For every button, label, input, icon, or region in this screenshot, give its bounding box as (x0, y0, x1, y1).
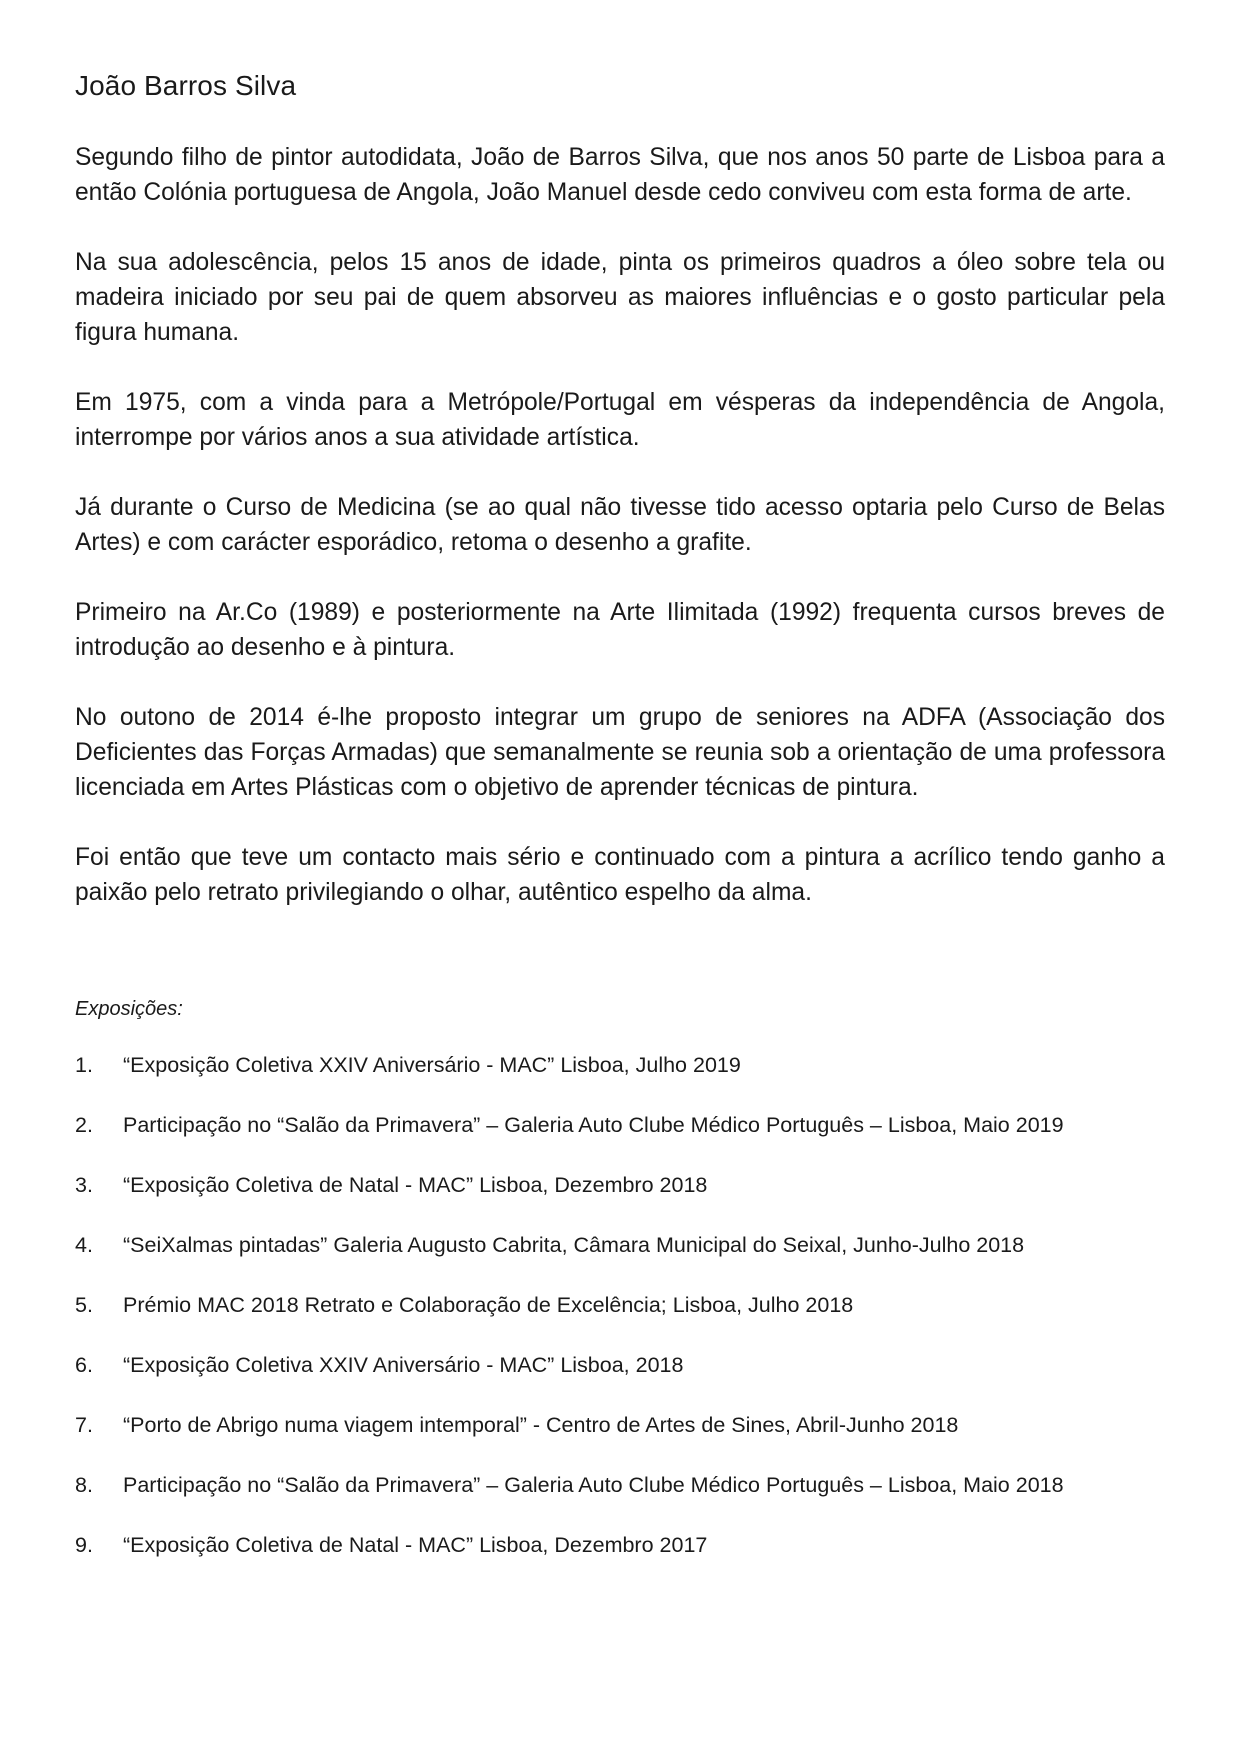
exhibition-text: “Exposição Coletiva de Natal - MAC” Lisboa, Dezembro 2018 (123, 1173, 708, 1197)
exhibition-text: “SeiXalmas pintadas” Galeria Augusto Cabrita, Câmara Municipal do Seixal, Junho-Julho 2018 (123, 1233, 1025, 1257)
exhibition-text: Participação no “Salão da Primavera” – Galeria Auto Clube Médico Português – Lisboa, Maio 2019 (123, 1113, 1064, 1137)
exhibition-number: 5. (75, 1293, 93, 1317)
bio-paragraph: Já durante o Curso de Medicina (se ao qual não tivesse tido acesso optaria pelo Curso de Belas Artes) e com carácter esporádico, retoma o desenho a grafite. (75, 494, 1165, 556)
biography (75, 140, 1165, 910)
document-page (75, 68, 1165, 1590)
exhibitions-list (75, 1050, 1165, 1560)
exhibition-text: “Porto de Abrigo numa viagem intemporal” - Centro de Artes de Sines, Abril-Junho 2018 (123, 1413, 959, 1437)
exhibition-item (75, 1410, 1165, 1440)
bio-paragraph: No outono de 2014 é-lhe proposto integrar um grupo de seniores na ADFA (Associação dos Deficientes das Forças Armadas) que semanalmente se reunia sob a orientação de uma professora licenciada em Artes Plásticas com o objetivo de aprender técnicas de pintura. (75, 704, 1165, 801)
exhibitions-heading: Exposições: (75, 998, 183, 1020)
exhibition-number: 4. (75, 1233, 93, 1257)
exhibition-item (75, 1350, 1165, 1380)
exhibition-text: Participação no “Salão da Primavera” – Galeria Auto Clube Médico Português – Lisboa, Maio 2018 (123, 1473, 1064, 1497)
exhibition-text: “Exposição Coletiva de Natal - MAC” Lisboa, Dezembro 2017 (123, 1533, 708, 1557)
exhibition-number: 7. (75, 1413, 93, 1437)
exhibition-number: 9. (75, 1533, 93, 1557)
exhibition-number: 6. (75, 1353, 93, 1377)
exhibition-item (75, 1530, 1165, 1560)
document-title: João Barros Silva (75, 70, 297, 101)
exhibition-item (75, 1290, 1165, 1320)
bio-paragraph: Segundo filho de pintor autodidata, João de Barros Silva, que nos anos 50 parte de Lisboa para a então Colónia portuguesa de Angola, João Manuel desde cedo conviveu com esta forma de arte. (75, 144, 1165, 206)
exhibition-number: 1. (75, 1053, 93, 1077)
exhibition-text: “Exposição Coletiva XXIV Aniversário - MAC” Lisboa, Julho 2019 (123, 1053, 741, 1077)
exhibition-item (75, 1050, 1165, 1080)
exhibitions-section (75, 995, 1165, 1560)
exhibition-item (75, 1470, 1165, 1500)
exhibition-number: 2. (75, 1113, 93, 1137)
bio-paragraph: Foi então que teve um contacto mais sério e continuado com a pintura a acrílico tendo ganho a paixão pelo retrato privilegiando o olhar, autêntico espelho da alma. (75, 844, 1165, 906)
exhibition-number: 8. (75, 1473, 93, 1497)
exhibition-text: “Exposição Coletiva XXIV Aniversário - MAC” Lisboa, 2018 (123, 1353, 684, 1377)
bio-paragraph: Na sua adolescência, pelos 15 anos de idade, pinta os primeiros quadros a óleo sobre tela ou madeira iniciado por seu pai de quem absorveu as maiores influências e o gosto particular pela figura humana. (75, 249, 1165, 346)
exhibition-item (75, 1110, 1165, 1140)
bio-paragraph: Primeiro na Ar.Co (1989) e posteriormente na Arte Ilimitada (1992) frequenta cursos breves de introdução ao desenho e à pintura. (75, 599, 1165, 661)
exhibition-number: 3. (75, 1173, 93, 1197)
exhibition-item (75, 1170, 1165, 1200)
bio-paragraph: Em 1975, com a vinda para a Metrópole/Portugal em vésperas da independência de Angola, interrompe por vários anos a sua atividade artística. (75, 389, 1165, 451)
exhibition-text: Prémio MAC 2018 Retrato e Colaboração de Excelência; Lisboa, Julho 2018 (123, 1293, 854, 1317)
exhibition-item (75, 1230, 1165, 1260)
